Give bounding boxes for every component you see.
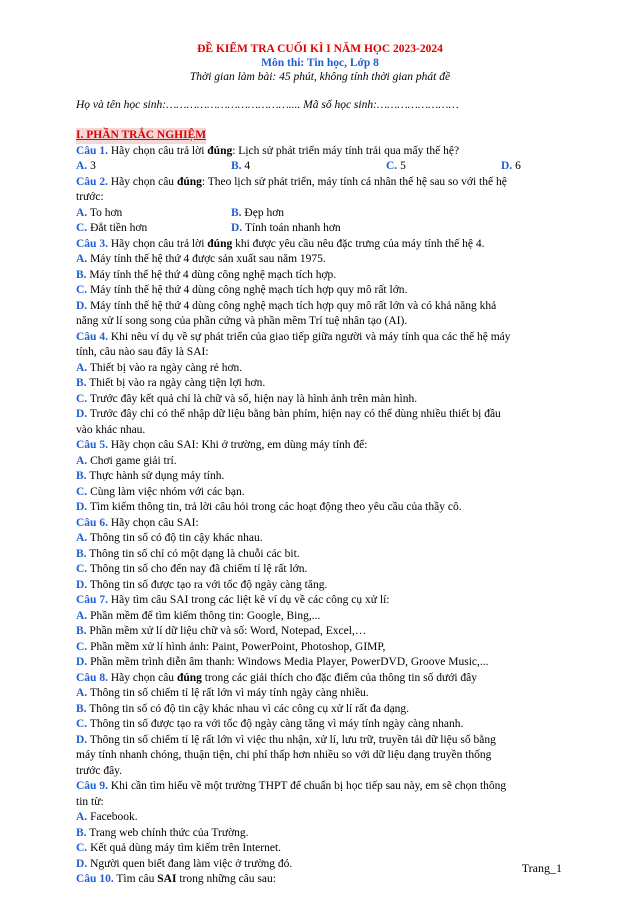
option-d: D. Máy tính thế hệ thứ 4 dùng công nghệ mạch tích hợp quy mô rất lớn và có khả năng khả <box>76 299 497 312</box>
option-c: C. Máy tính thế hệ thứ 4 dùng công nghệ mạch tích hợp quy mô rất lớn. <box>76 284 408 296</box>
question-2-cont: trước: <box>76 191 104 203</box>
student-info-line <box>76 98 566 114</box>
option-d: D. Thông tin số chiếm tỉ lệ rất lớn vì việc thu nhận, xử lí, lưu trữ, truyền tải dữ liệu số bằng <box>76 733 496 746</box>
option-a: A. Máy tính thế hệ thứ 4 được sản xuất sau năm 1975. <box>76 253 326 265</box>
option-c: C. Đắt tiền hơn <box>76 222 148 234</box>
question-5: Câu 5. Hãy chọn câu SAI: Khi ở trường, em dùng máy tính để: <box>76 439 368 451</box>
questions <box>76 128 566 888</box>
option-d-cont: vào khác nhau. <box>76 423 146 436</box>
option-b: B. Phần mềm xử lí dữ liệu chữ và số: Word, Notepad, Excel,… <box>76 625 367 637</box>
option-a: A. Thông tin số chiếm tỉ lệ rất lớn vì máy tính ngày càng nhiều. <box>76 687 369 699</box>
option-a: A. Thông tin số có độ tin cậy khác nhau. <box>76 532 263 544</box>
option-c: C. Trước đây kết quả chỉ là chữ và số, hiện nay là hình ảnh trên màn hình. <box>76 392 418 405</box>
option-c: C. Thông tin số cho đến nay đã chiếm tỉ lệ rất lớn. <box>76 563 308 575</box>
question-9: Câu 9. Khi cần tìm hiểu về một trường THPT để chuẩn bị học tiếp sau này, em sẽ chọn thông <box>76 780 507 792</box>
option-d: D. 6 <box>501 160 521 172</box>
option-a: A. Thiết bị vào ra ngày càng rẻ hơn. <box>76 361 243 374</box>
option-d: D. Thông tin số được tạo ra với tốc độ ngày càng tăng. <box>76 578 328 591</box>
option-a: A. To hơn <box>76 206 123 219</box>
question-7: Câu 7. Hãy tìm câu SAI trong các liệt kê ví dụ về các công cụ xử lí: <box>76 594 390 606</box>
question-2-options-ab <box>76 206 566 222</box>
option-b: B. Trang web chính thức của Trường. <box>76 826 249 839</box>
option-b: B. 4 <box>231 160 251 172</box>
exam-subject: Môn thi: Tin học, Lớp 8 <box>261 57 379 69</box>
option-d-cont-2: trước đây. <box>76 764 123 777</box>
option-d: D. Tìm kiếm thông tin, trả lời câu hỏi trong các hoạt động theo yêu cầu của thầy cô. <box>76 501 462 513</box>
question-2: Câu 2. Hãy chọn câu đúng: Theo lịch sử phát triển, máy tính cá nhân thế hệ sau so với thế hệ <box>76 175 507 188</box>
page-number: Trang_1 <box>521 861 562 875</box>
exam-title: ĐỀ KIỂM TRA CUỐI KÌ I NĂM HỌC 2023-2024 <box>197 43 443 55</box>
section-title: I. PHẦN TRẮC NGHIỆM <box>76 128 206 144</box>
option-a: A. Chơi game giải trí. <box>76 454 177 467</box>
option-d: D. Trước đây chỉ có thể nhập dữ liệu bằng bàn phím, hiện nay có thể dùng nhiều thiết bị đầu <box>76 408 501 420</box>
option-b: B. Máy tính thế hệ thứ 4 dùng công nghệ mạch tích hợp. <box>76 268 337 281</box>
option-a: A. Phần mềm để tìm kiếm thông tin: Google, Bing,... <box>76 609 321 622</box>
option-c: C. Kết quả dùng máy tìm kiếm trên Internet. <box>76 842 282 854</box>
student-info: Họ và tên học sinh:……………………………….... Mã số học sinh:…………………… <box>76 99 459 111</box>
question-2-options-cd <box>76 221 566 237</box>
question-6: Câu 6. Hãy chọn câu SAI: <box>76 516 199 529</box>
question-10: Câu 10. Tìm câu SAI trong những câu sau: <box>76 873 276 885</box>
exam-header <box>0 42 640 84</box>
option-a: A. 3 <box>76 160 96 172</box>
option-d-cont: máy tính nhanh chóng, thuận tiện, chi phí thấp hơn nhiều so với dữ liệu dạng truyền thống <box>76 749 492 761</box>
option-b: B. Thiết bị vào ra ngày càng tiện lợi hơn. <box>76 377 266 389</box>
option-c: C. 5 <box>386 160 406 172</box>
option-d: D. Phần mềm trình diễn âm thanh: Windows Media Player, PowerDVD, Groove Music,... <box>76 656 489 668</box>
question-4-cont: tính, câu nào sau đây là SAI: <box>76 346 209 358</box>
option-b: B. Thông tin số có độ tin cậy khác nhau vì các công cụ xử lí rất đa dạng. <box>76 702 410 715</box>
option-c: C. Thông tin số được tạo ra với tốc độ ngày càng tăng vì máy tính ngày càng nhanh. <box>76 718 464 730</box>
question-9-cont: tin từ: <box>76 795 104 808</box>
question-1-options <box>76 159 566 175</box>
option-b: B. Đẹp hơn <box>231 206 285 219</box>
option-b: B. Thông tin số chỉ có một dạng là chuỗi các bit. <box>76 547 300 560</box>
question-8: Câu 8. Hãy chọn câu đúng trong các giải thích cho đặc điểm của thông tin số dưới đây <box>76 671 478 684</box>
option-d-cont: năng xử lí song song của phần cứng và phần mềm Trí tuệ nhân tạo (AI). <box>76 315 408 327</box>
option-b: B. Thực hành sử dụng máy tính. <box>76 470 225 482</box>
option-c: C. Cùng làm việc nhóm với các bạn. <box>76 485 245 498</box>
option-a: A. Facebook. <box>76 811 138 823</box>
question-3: Câu 3. Hãy chọn câu trả lời đúng khi được yêu cầu nêu đặc trưng của máy tính thế hệ 4. <box>76 237 485 250</box>
option-d: D. Người quen biết đang làm việc ở trường đó. <box>76 857 293 870</box>
question-4: Câu 4. Khi nêu ví dụ về sự phát triển của giao tiếp giữa người và máy tính qua các thế hệ máy <box>76 330 511 343</box>
option-d: D. Tính toán nhanh hơn <box>231 222 341 234</box>
option-c: C. Phần mềm xử lí hình ảnh: Paint, PowerPoint, Photoshop, GIMP, <box>76 640 386 653</box>
question-1: Câu 1. Hãy chọn câu trả lời đúng: Lịch sử phát triển máy tính trải qua mấy thế hệ? <box>76 144 460 157</box>
exam-time: Thời gian làm bài: 45 phút, không tính thời gian phát đề <box>189 71 451 83</box>
